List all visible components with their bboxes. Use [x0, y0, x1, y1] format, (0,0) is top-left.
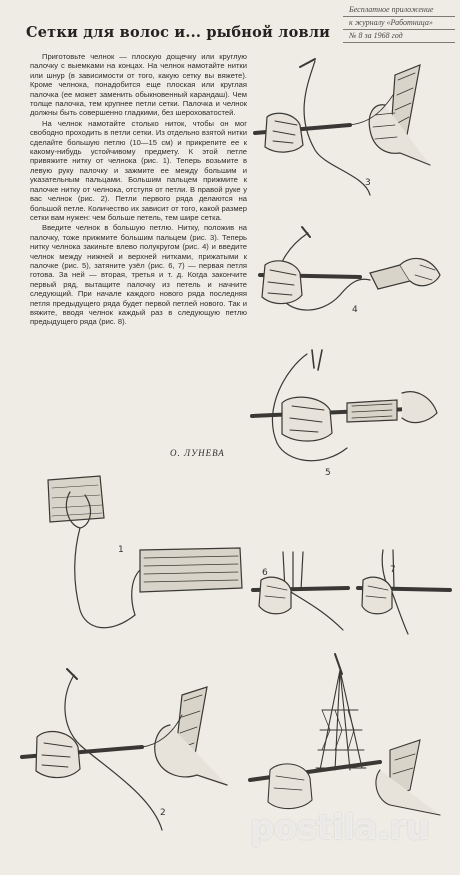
article-body: [30, 52, 247, 328]
figure-2-illustration: [22, 665, 232, 845]
figure-4-number: 4: [352, 305, 358, 315]
figure-6-illustration: [253, 550, 348, 635]
supplement-line-3: № 8 за 1968 год: [343, 30, 455, 43]
figure-3-illustration: [255, 55, 435, 205]
figure-5-illustration: [252, 348, 442, 483]
figure-6-number: 6: [262, 568, 268, 578]
article-title: Сетки для волос и... рыбной ловли: [26, 24, 331, 41]
supplement-note: [343, 4, 455, 43]
figure-1-illustration: [40, 470, 245, 655]
paragraph-1: Приготовьте челнок — плоскую дощечку или круглую палочку с выемками на концах. На челнок намотайте нитки или шнур (в зависимости от того, какую сетку вы вяжете). Кроме челнока, понадобится еще плоская или круглая палочка (ее может заменить обыкновенный карандаш). Чем толще палочка, тем крупнее петли сетки. Палочка и челнок должны быть совершенно гладкими, без шероховатостей.: [30, 52, 247, 118]
figure-1-number: 1: [118, 545, 124, 555]
figure-5-number: 5: [325, 468, 331, 478]
figure-7-illustration: [358, 548, 450, 636]
supplement-line-2: к журналу «Работница»: [343, 17, 455, 30]
figure-7-number: 7: [390, 565, 396, 575]
paragraph-2: На челнок намотайте столько ниток, чтобы он мог свободно проходить в петли сетки. Из отдельно взятой нитки сделайте большую петлю (10—15 см) и прикрепите ее к какому-нибудь устойчивому предмету. К этой петле привяжите нитку от челнока (рис. 1). Теперь возьмите в левую руку палочку и зажмите ее между большим и указательным пальцами. Большим пальцем прижмите к палочке нитку от челнока, отступя от петли. В правой руке у вас челнок (рис. 2). Петли первого ряда делаются на большой петле. Количество их зависит от того, какой размер сетки вам нужен: чем больше петель, тем шире сетка.: [30, 118, 247, 222]
supplement-line-1: Бесплатное приложение: [343, 4, 455, 17]
figure-2-number: 2: [160, 808, 166, 818]
author-signature: О. ЛУНЕВА: [170, 448, 225, 458]
figure-3-number: 3: [365, 178, 371, 188]
postila-watermark: postila.ru: [250, 808, 430, 848]
figure-4-illustration: [250, 225, 445, 340]
paragraph-3: Введите челнок в большую петлю. Нитку, положив на палочку, тоже прижмите большим пальцем (рис. 3). Теперь нитку челнока закиньте влево полукругом (рис. 4) и введите челнок между нижней и верхней нитками, прижатыми к палочке (рис. 5), затяните узёл (рис. 6, 7) — первая петля готова. За ней — вторая, третья и т. д. Когда закончите первый ряд, вытащите палочку из петель и начните следующий. При начале каждого нового ряда последняя петля предыдущего ряда будет первой петлей нового. Так и вяжите, вводя челнок каждый раз в следующую петлю предыдущего ряда (рис. 8).: [30, 223, 247, 327]
